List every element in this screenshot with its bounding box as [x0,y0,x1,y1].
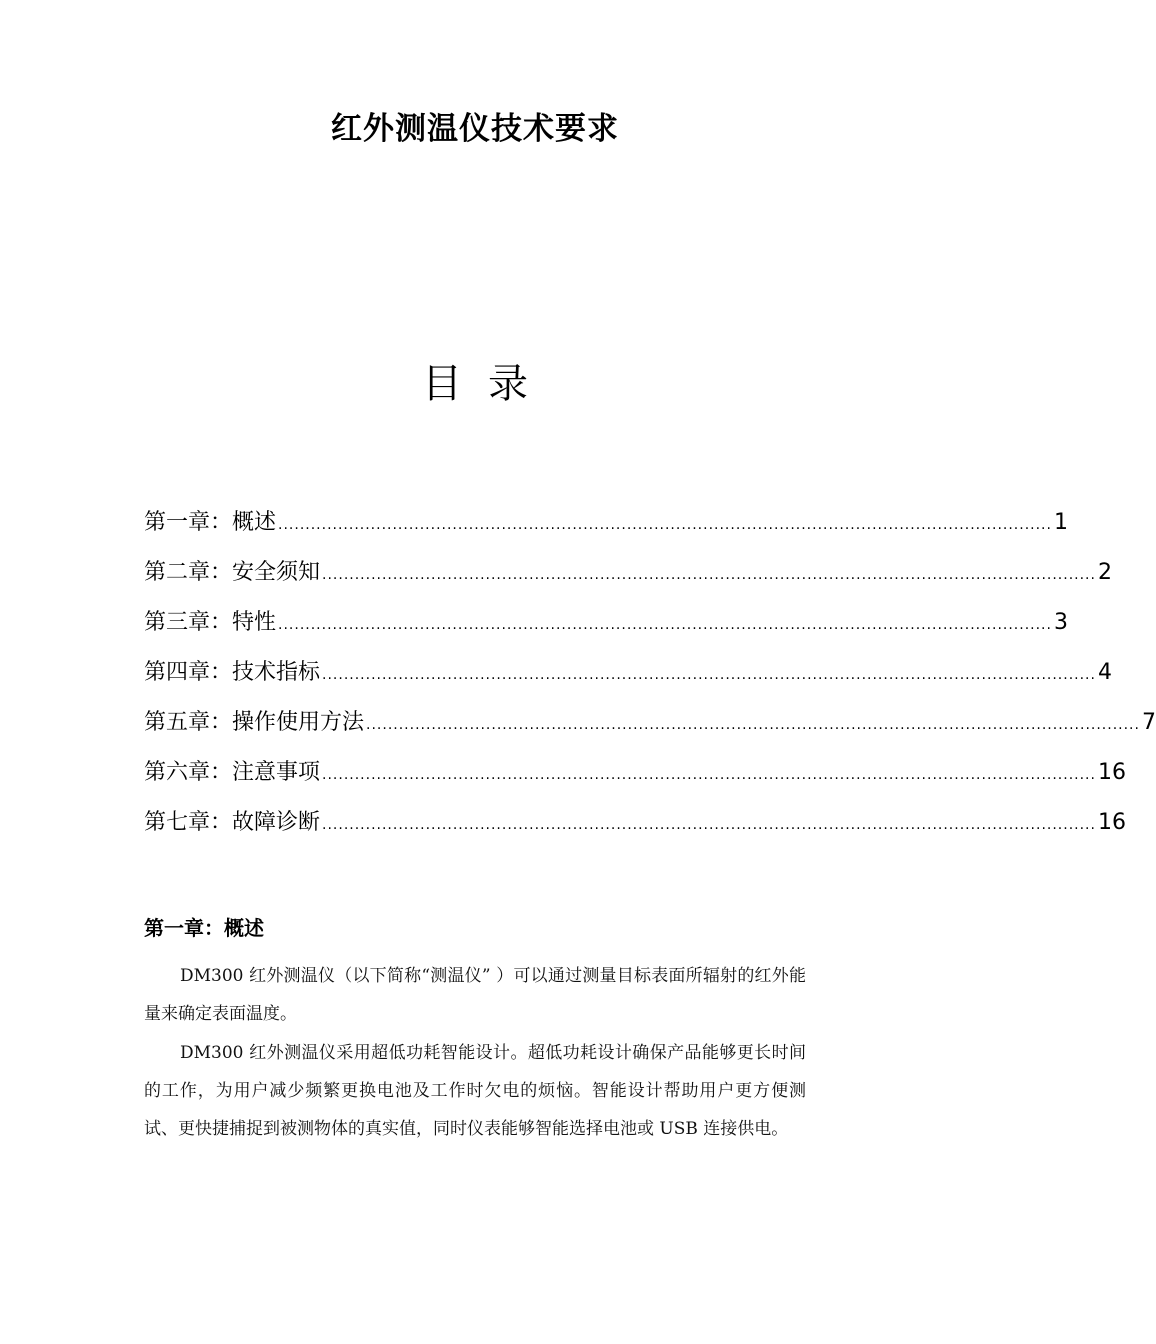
toc-item-chapter-5[interactable] [144,705,1156,755]
toc-dot-leader: .............................................................................................................................................. [322,667,1096,683]
toc-dot-leader: .............................................................................................................................................. [278,617,1052,633]
toc-item-page: 16 [1097,760,1126,785]
toc-heading [0,352,950,409]
toc-dot-leader: .............................................................................................................................................. [322,767,1096,783]
toc-item-page: 7 [1141,710,1156,735]
toc-item-page: 16 [1097,810,1126,835]
toc-heading-left: 目 [422,361,462,407]
toc-item-page: 3 [1053,610,1068,635]
toc-heading-right: 录 [488,361,528,407]
toc-dot-leader: .............................................................................................................................................. [322,567,1096,583]
toc-item-page: 4 [1097,660,1112,685]
toc-item-chapter-4[interactable] [144,655,1112,705]
toc-item-label: 第四章：技术指标 [144,660,321,685]
toc-item-page: 2 [1097,560,1112,585]
table-of-contents [144,505,1156,855]
toc-item-label: 第五章：操作使用方法 [144,710,365,735]
chapter-1-heading: 第一章：概述 [144,916,264,940]
chapter-1-paragraph-2: DM300 红外测温仪采用超低功耗智能设计。超低功耗设计确保产品能够更长时间的工作，为用户减少频繁更换电池及工作时欠电的烦恼。智能设计帮助用户更方便测试、更快捷捕捉到被测物体的真实值，同时仪表能够智能选择电池或 USB 连接供电。 [144,1043,806,1139]
toc-item-chapter-2[interactable] [144,555,1112,605]
toc-item-chapter-3[interactable] [144,605,1068,655]
toc-item-chapter-6[interactable] [144,755,1126,805]
toc-item-page: 1 [1053,510,1068,535]
toc-item-chapter-1[interactable] [144,505,1068,555]
toc-dot-leader: .............................................................................................................................................. [322,817,1096,833]
chapter-1-paragraph-1: DM300 红外测温仪（以下简称“测温仪” ）可以通过测量目标表面所辐射的红外能量来确定表面温度。 [144,966,806,1024]
toc-item-label: 第一章：概述 [144,510,277,535]
toc-item-label: 第七章：故障诊断 [144,810,321,835]
document-title: 红外测温仪技术要求 [331,111,619,147]
toc-item-label: 第二章：安全须知 [144,560,321,585]
toc-item-label: 第六章：注意事项 [144,760,321,785]
toc-dot-leader: .............................................................................................................................................. [366,717,1140,733]
toc-dot-leader: .............................................................................................................................................. [278,517,1052,533]
toc-item-label: 第三章：特性 [144,610,277,635]
toc-item-chapter-7[interactable] [144,805,1126,855]
